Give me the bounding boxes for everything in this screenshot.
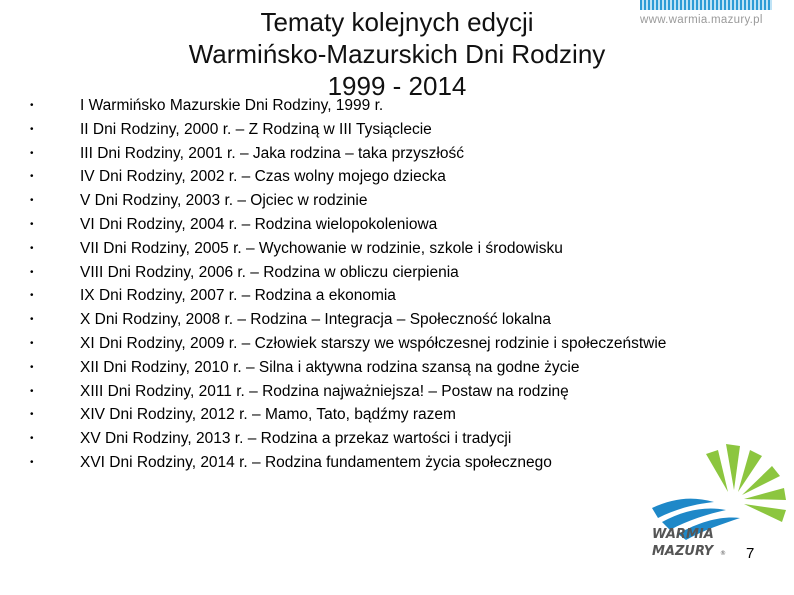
bullet-icon: • (30, 385, 34, 397)
logo-emblem-icon (652, 444, 786, 540)
bullet-icon: • (30, 147, 34, 159)
page-number: 7 (746, 545, 755, 562)
list-item-text: II Dni Rodziny, 2000 r. – Z Rodziną w III Tysiąclecie (80, 120, 432, 138)
website-url[interactable]: www.warmia.mazury.pl (640, 14, 763, 26)
list-item (0, 240, 700, 257)
list-item (0, 287, 700, 304)
bullet-icon: • (30, 290, 34, 302)
list-item (0, 335, 700, 352)
list-item (0, 121, 700, 138)
bullet-icon: • (30, 361, 34, 373)
bullet-icon: • (30, 242, 34, 254)
bullet-icon: • (30, 100, 34, 111)
list-item (0, 311, 700, 328)
bullet-icon: • (30, 171, 34, 183)
list-item-text: XI Dni Rodziny, 2009 r. – Człowiek starszy we współczesnej rodzinie i społeczeństwie (80, 334, 667, 352)
bullet-icon: • (30, 123, 34, 135)
bullet-icon: • (30, 456, 34, 468)
list-item (0, 383, 700, 400)
list-item (0, 168, 700, 185)
list-item (0, 264, 700, 281)
header-banner (640, 0, 772, 10)
bullet-icon: • (30, 195, 34, 207)
title-line: 1999 - 2014 (327, 71, 467, 101)
list-item-text: XIII Dni Rodziny, 2011 r. – Rodzina najważniejsza! – Postaw na rodzinę (80, 382, 569, 400)
list-item-text: V Dni Rodziny, 2003 r. – Ojciec w rodzinie (80, 192, 368, 210)
logo-text-warmia: WARMIA (652, 527, 714, 542)
warmia-mazury-logo (622, 442, 792, 562)
list-item-text: X Dni Rodziny, 2008 r. – Rodzina – Integracja – Społeczność lokalna (80, 311, 552, 329)
bullet-icon: • (30, 337, 34, 349)
list-item-text: VI Dni Rodziny, 2004 r. – Rodzina wielopokoleniowa (80, 215, 438, 233)
list-item-text: VII Dni Rodziny, 2005 r. – Wychowanie w rodzinie, szkole i środowisku (80, 239, 563, 257)
list-item (0, 145, 700, 162)
title-line: Tematy kolejnych edycji (260, 7, 534, 37)
list-item (0, 97, 700, 114)
list-item-text: IX Dni Rodziny, 2007 r. – Rodzina a ekonomia (80, 287, 396, 305)
list-item-text: XII Dni Rodziny, 2010 r. – Silna i aktywna rodzina szansą na godne życie (80, 358, 580, 376)
list-item (0, 216, 700, 233)
list-item-text: VIII Dni Rodziny, 2006 r. – Rodzina w obliczu cierpienia (80, 263, 459, 281)
list-item-text: III Dni Rodziny, 2001 r. – Jaka rodzina – taka przyszłość (80, 144, 464, 162)
list-item-text: XV Dni Rodziny, 2013 r. – Rodzina a przekaz wartości i tradycji (80, 430, 512, 448)
bullet-icon: • (30, 266, 34, 278)
list-item (0, 192, 700, 209)
logo-registered-mark: ® (720, 550, 726, 557)
list-item (0, 430, 700, 447)
list-item-text: XVI Dni Rodziny, 2014 r. – Rodzina fundamentem życia społecznego (80, 453, 552, 471)
page-title (150, 6, 644, 102)
bullet-icon: • (30, 314, 34, 326)
list-item-text: IV Dni Rodziny, 2002 r. – Czas wolny mojego dziecka (80, 168, 446, 186)
list-item-text: I Warmińsko Mazurskie Dni Rodziny, 1999 r. (80, 97, 384, 114)
logo-text-mazury: MAZURY (652, 544, 714, 559)
editions-list (0, 97, 700, 478)
bullet-icon: • (30, 433, 34, 445)
list-item (0, 454, 700, 471)
list-item (0, 359, 700, 376)
list-item (0, 406, 700, 423)
title-line: Warmińsko-Mazurskich Dni Rodziny (188, 39, 606, 69)
bullet-icon: • (30, 409, 34, 421)
list-item-text: XIV Dni Rodziny, 2012 r. – Mamo, Tato, bądźmy razem (80, 406, 456, 424)
bullet-icon: • (30, 218, 34, 230)
